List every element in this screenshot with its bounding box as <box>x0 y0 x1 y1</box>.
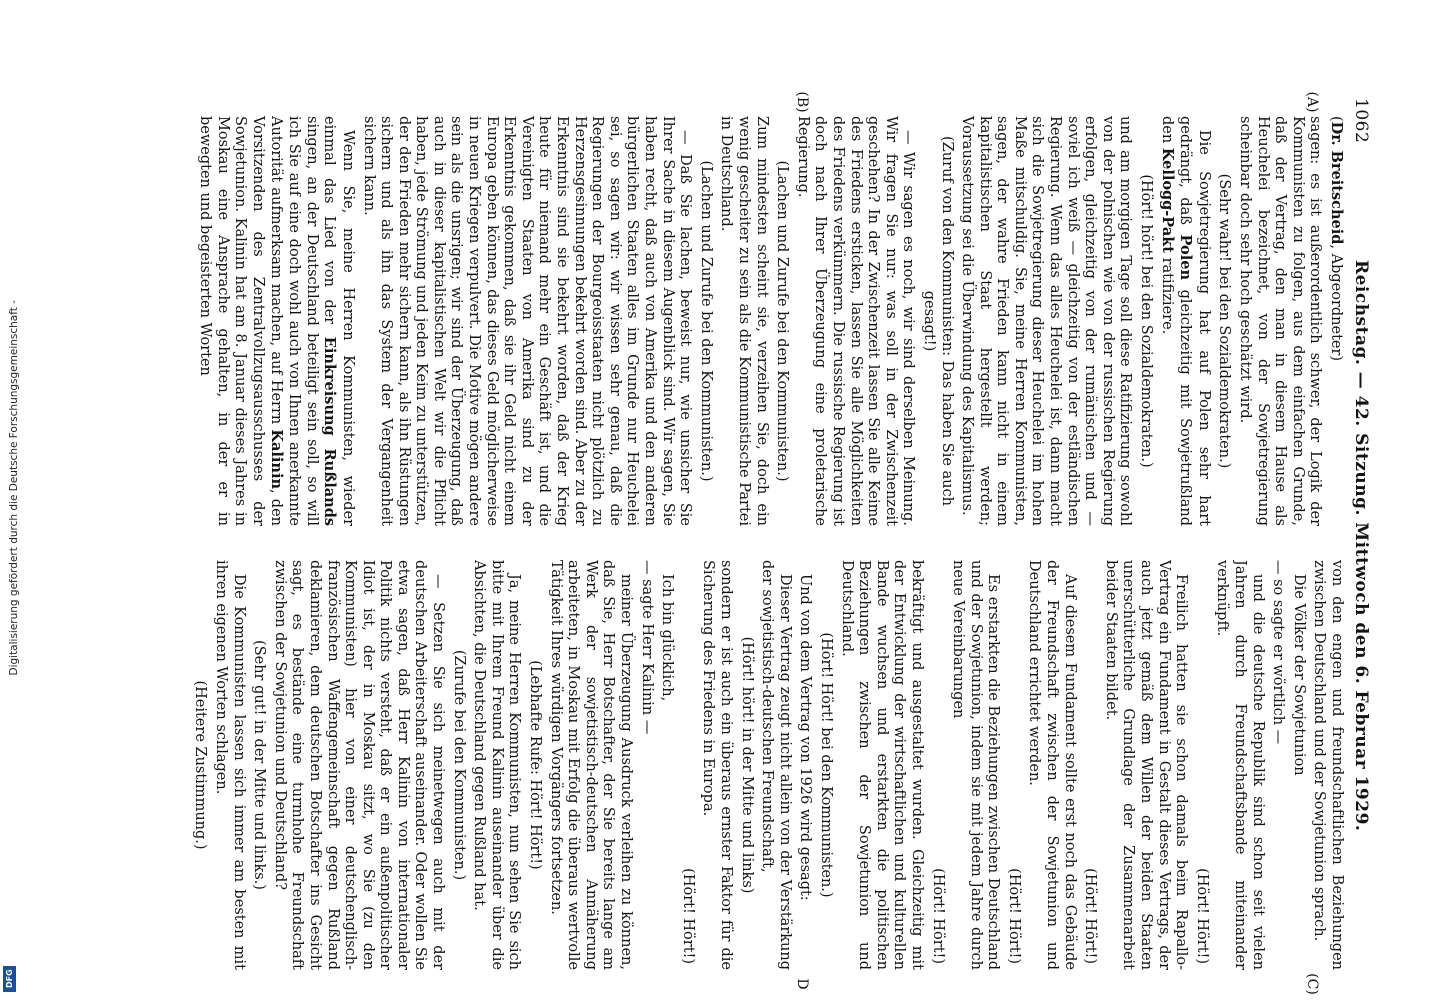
page-title: Reichstag. — 42. Sitzung. Mittwoch den 6. Februar 1929. <box>1351 259 1371 832</box>
paragraph: Die Sowjetregierung hat auf Polen sehr hart gedrängt, daß Polen gleichzeitig mit Sowjetrußland den Kellogg-Pakt ratifiziere. <box>1158 116 1212 526</box>
digitization-credit: Digitalisierung gefördert durch die Deutsche Forschungsgemeinschaft - <box>8 300 20 676</box>
quotation: Auf diesem Fundament sollte erst noch das Gebäude der Freundschaft zwischen der Sowjetunion und Deutschland errichtet werden. <box>1026 560 1078 970</box>
quotation: sondern er ist auch ein überaus ernster Faktor für die Sicherung des Friedens in Europa. <box>700 560 734 970</box>
margin-marker-c: (C) <box>1304 973 1320 995</box>
interjection: (Sehr wahr! bei den Sozialdemokraten.) <box>1216 173 1233 469</box>
emphasis: Polen <box>1177 234 1195 281</box>
emphasis: Einkreisung Rußlands <box>321 336 339 526</box>
interjection: (Hört! Hört! bei den Kommunisten.) <box>817 632 834 898</box>
paragraph: Ich bin glücklich, <box>659 574 676 702</box>
paragraph: von den engen und freundschaftlichen Beziehungen zwischen Deutschland und der Sowjetunion sprach. <box>1311 560 1345 970</box>
paragraph: — Wir sagen es noch, wir sind derselben Meinung. Wir fragen Sie nur: was soll in der Zwischenzeit geschehen? In der Zwischenzeit lassen Sie alle Keime des Friedens ersticken, lassen Sie alle Möglichkeiten des Friedens verkümmern. Die russische Regierung ist doch nach Ihrer Überzeugung eine proletarische Regierung. <box>794 116 917 526</box>
speaker-line: (Dr. Breitscheid, Abgeordneter) <box>1328 116 1345 362</box>
document-page <box>105 91 1385 995</box>
interjection: (Zuruf von den Kommunisten: Das haben Sie auch gesagt!) <box>920 136 955 506</box>
paragraph: sagen: es ist außerordentlich schwer, der Logik der Kommunisten zu folgen, aus dem einfachen Grunde, daß der Vertrag, den man in diesem Hause als Heuchelei bezeichnet, von der Sowjetregierung scheinbar doch sehr hoch geschätzt wird. <box>1237 116 1324 526</box>
paragraph: — sagte Herr Kalinin — <box>638 560 655 735</box>
quotation: Freilich hatten sie schon damals beim Rapallo-Vertrag ein Fundament in Gestalt dieses Vertrags, der auch jetzt gemäß dem Willen der beiden Staaten unerschütterliche Grundlage der Zusammenarbeit beider Staaten bildet. <box>1102 560 1190 970</box>
quotation: Dieser Vertrag zeugt nicht allein von der Verstärkung der sowjetistisch-deutschen Freundschaft, <box>759 560 793 970</box>
page-header <box>1351 98 1385 988</box>
margin-marker-d: D <box>794 978 810 990</box>
interjection: (Hört! Hört!) <box>1005 868 1022 964</box>
margin-marker-b: (B) <box>794 91 810 113</box>
dfg-logo: DFG <box>3 966 16 992</box>
paragraph: Wenn Sie, meine Herren Kommunisten, wieder einmal das Lied von der Einkreisung Rußlands singen, an der Deutschland beteiligt sein soll, so will ich Sie auf eine doch wohl auch von Ihnen anerkannte Autorität aufmerksam machen, auf Herrn Kalinin, den Vorsitzenden des Zentralvollzugsausschusses der Sowjetunion. Kalinin hat am 8. Januar dieses Jahres in Moskau eine Ansprache gehalten, in der er in bewegten und begeisterten Worten <box>197 116 356 526</box>
interjection: (Zurufe bei den Kommunisten.) <box>450 649 467 881</box>
interjection: (Hört! hört! in der Mitte und links) <box>738 636 755 894</box>
quotation: und die deutsche Republik sind schon seit vielen Jahren durch Freundschaftsbande miteinander verknüpft. <box>1214 560 1266 970</box>
speaker-role: , Abgeordneter) <box>1328 244 1344 362</box>
paragraph: und am morgigen Tage soll diese Ratifizierung sowohl von der polnischen wie von der russischen Regierung erfolgen, gleichzeitig von der rumänischen und — soviel ich weiß — gleichzeitig von der estländischen Regierung. Wenn das alles Heuchelei ist, dann macht sich die Sowjetregierung dieser Heuchelei im hohen Maße mitschuldig. Sie, meine Herren Kommunisten, sagen, der wahre Frieden kann nicht in einem kapitalistischen Staat hergestellt werden; Voraussetzung sei die Überwindung des Kapitalismus. <box>959 116 1134 526</box>
interjection: (Sehr gut! in der Mitte und links.) <box>251 640 268 890</box>
text-column-left <box>115 116 1345 526</box>
interjection: (Hört! Hört!) <box>1193 868 1210 964</box>
interjection: (Lebhafte Rufe: Hört! Hört!) <box>527 660 544 870</box>
interjection: (Hört! hört! bei den Sozialdemokraten.) <box>1138 174 1155 468</box>
quotation: bekräftigt und ausgestaltet wurden. Gleichzeitig mit der Entwicklung der wirtschaftlichen und kulturellen Bande wuchsen und erstarkten die politischen Beziehungen zwischen der Sowjetunion und Deutschland. <box>838 560 925 970</box>
paragraph: Ja, meine Herren Kommunisten, nun sehen Sie sich bitte mit Ihrem Freund Kalinin auseinander über die Absichten, die Deutschland gegen Rußland hat. <box>471 560 523 970</box>
quotation: meiner Überzeugung Ausdruck verleihen zu können, daß Sie, Herr Botschafter, der Sie bereits lange am Werk der sowjetistisch-deutschen Annäherung arbeiteten, in Moskau mit Erfolg die überaus wertvolle Tätigkeit Ihres würdigen Vorgängers fortsetzen. <box>547 560 635 970</box>
paragraph: — Daß Sie lachen, beweist nur, wie unsicher Sie Ihrer Sache in diesem Augenblick sind. Wir sagen, Sie haben recht, daß auch von Amerika und den anderen bürgerlichen Staaten alles im Grunde nur Heuchelei sei, so sagen wir: wir wissen sehr genau, daß die Regierungen der Bourgeoisstaaten nicht plötzlich zu Herzensgesinnungen bekehrt worden sind. Aber zu der Erkenntnis sind sie bekehrt worden, daß der Krieg heute für niemand mehr ein Geschäft ist, und die Vereinigten Staaten von Amerika sind zu der Erkenntnis gekommen, daß sie ihr Geld nicht einem Europa geben können, das dieses Geld möglicherweise in neuen Kriegen verpulvert. Die Motive mögen andere sein als die unsrigen; wir sind der Überzeugung, daß auch in dieser kapitalistischen Welt wir die Pflicht haben, jede Strömung und jeden Keim zu unterstützen, der den Frieden mehr sichern kann, als ihn Rüstungen sichern und als ihn das System der Vergangenheit sichern kann. <box>360 116 694 526</box>
paragraph: Und von dem Vertrag von 1926 wird gesagt: <box>797 574 814 901</box>
quotation: Es erstarkten die Beziehungen zwischen Deutschland und der Sowjetunion, indem sie mit jedem Jahre durch neue Vereinbarungen <box>950 560 1002 970</box>
paragraph: — so sagte er wörtlich — <box>1270 560 1287 745</box>
interjection: (Heitere Zustimmung.) <box>192 680 209 850</box>
speaker-name: Dr. Breitscheid <box>1328 121 1345 245</box>
page-number: 1062 <box>1351 98 1371 144</box>
paragraph: Zum mindesten scheint sie, verzeihen Sie, doch ein wenig gescheiter zu sein als die Kommunistische Partei in Deutschland. <box>718 116 770 526</box>
interjection: (Hört! Hört!) <box>679 868 696 964</box>
interjection: (Lachen und Zurufe bei den Kommunisten.) <box>697 160 714 482</box>
paragraph: — Setzen Sie sich meinetwegen auch mit der deutschen Arbeiterschaft auseinander. Oder wollen Sie etwa sagen, daß Herr Kalinin von internationaler Politik nichts versteht, daß er ein außenpolitischer Idiot ist, der in Moskau sitzt, wo Sie (zu den Kommunisten) hier von einer deutschenglisch-französischen Waffengemeinschaft gegen Rußland deklamieren, dem deutschen Botschafter ins Gesicht sagt, es bestände eine turmhohe Freundschaft zwischen der Sowjetunion und Deutschland? <box>271 560 447 970</box>
quotation: Die Völker der Sowjetunion <box>1290 574 1307 776</box>
paragraph: Die Kommunisten lassen sich immer am besten mit ihren eigenen Worten schlagen. <box>212 560 247 970</box>
interjection: (Hört! Hört!) <box>929 868 946 964</box>
text-column-right <box>115 560 1345 970</box>
emphasis: Kalinin <box>267 429 285 490</box>
interjection: (Hört! Hört!) <box>1082 868 1099 964</box>
margin-marker-a: (A) <box>1304 91 1320 113</box>
emphasis: Kellogg-Pakt <box>1158 147 1176 253</box>
interjection: (Lachen und Zurufe bei den Kommunisten.) <box>774 160 791 482</box>
